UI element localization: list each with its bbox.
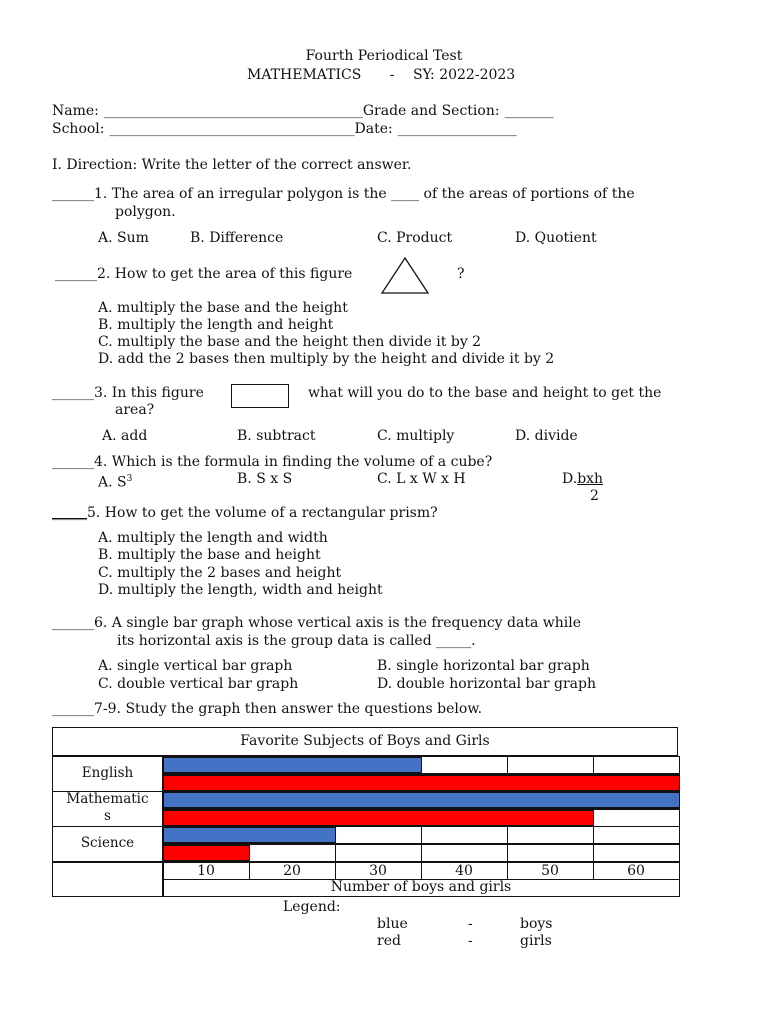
q3-option-b: B. subtract [237, 428, 316, 444]
answer-blank[interactable]: ______ [55, 266, 97, 282]
legend-label-girls: girls [520, 933, 552, 949]
category-label: Mathematic s [66, 791, 149, 824]
q3-option-d: D. divide [515, 428, 578, 444]
q4-option-d-prefix: D. [562, 471, 578, 487]
q6-option-b: B. single horizontal bar graph [377, 658, 590, 674]
q3-text: 3. In this figure [94, 385, 204, 401]
date-label: Date: [354, 121, 393, 137]
x-axis-label: Number of boys and girls [330, 879, 512, 895]
q4-option-a-exponent: 3 [126, 474, 133, 484]
q5-option-a: A. multiply the length and width [98, 530, 328, 546]
test-title: Fourth Periodical Test [305, 48, 463, 64]
x-tick-label: 50 [541, 863, 559, 879]
legend-color-boys: blue [377, 916, 408, 932]
q4-option-a [98, 471, 132, 492]
x-tick-label: 20 [283, 863, 301, 879]
x-tick-label: 40 [455, 863, 473, 879]
grid-cell [421, 844, 508, 862]
legend-color-girls: red [377, 933, 401, 949]
q3-option-c: C. multiply [377, 428, 455, 444]
q4-option-c: C. L x W x H [377, 471, 466, 487]
answer-blank[interactable]: ______ [52, 186, 94, 202]
legend-label-boys: boys [520, 916, 553, 932]
q2-option-c: C. multiply the base and the height then divide it by 2 [98, 334, 482, 350]
grid-cell [593, 844, 680, 862]
q6-cont: its horizontal axis is the group data is called _____. [117, 633, 476, 649]
grid-cell [507, 756, 594, 774]
date-line[interactable]: _________________ [397, 121, 517, 137]
category-label: English [81, 765, 134, 781]
q4-option-b: B. S x S [237, 471, 293, 487]
name-line[interactable]: _____________________________________ [103, 103, 363, 119]
subject: MATHEMATICS [247, 67, 362, 83]
answer-blank[interactable]: ______ [52, 454, 94, 470]
q2-text: 2. How to get the area of this figure [97, 266, 353, 282]
bar-boys [163, 792, 680, 808]
chart-title: Favorite Subjects of Boys and Girls [240, 733, 490, 749]
separator: - [389, 67, 395, 83]
grade-label: Grade and Section: [362, 103, 500, 119]
q7-text: 7-9. Study the graph then answer the questions below. [94, 701, 483, 717]
q3-option-a: A. add [102, 428, 148, 444]
q5-option-b: B. multiply the base and height [98, 547, 321, 563]
legend-dash-girls: - [468, 933, 473, 949]
q6-option-a: A. single vertical bar graph [98, 658, 293, 674]
q4-option-d-denominator: 2 [590, 488, 599, 504]
triangle-figure [380, 256, 430, 296]
q3-text2: what will you do to the base and height to get the [308, 385, 662, 401]
rectangle-figure [231, 384, 289, 408]
q6-option-d: D. double horizontal bar graph [377, 676, 596, 692]
grid-cell [507, 844, 594, 862]
q1-option-c: C. Product [377, 230, 453, 246]
x-tick-label: 60 [627, 863, 645, 879]
q1-option-a: A. Sum [98, 230, 149, 246]
direction: I. Direction: Write the letter of the correct answer. [52, 157, 412, 173]
grid-cell [335, 826, 422, 844]
grid-cell [507, 826, 594, 844]
q1-text: 1. The area of an irregular polygon is the ____ of the areas of portions of the [94, 186, 635, 202]
legend-dash-boys: - [468, 916, 473, 932]
answer-blank[interactable]: _____ [52, 505, 87, 521]
grade-line[interactable]: _______ [504, 103, 554, 119]
q1-question [52, 186, 635, 203]
school-field[interactable] [52, 121, 517, 138]
subject-line [247, 67, 515, 84]
q3-question [52, 385, 204, 402]
q4-question [52, 454, 492, 471]
q1-option-b: B. Difference [190, 230, 284, 246]
grid-cell [593, 756, 680, 774]
q2-option-a: A. multiply the base and the height [98, 300, 348, 316]
grid-cell [335, 844, 422, 862]
q6-question [52, 615, 581, 632]
q2-option-b: B. multiply the length and height [98, 317, 334, 333]
grid-cell [593, 826, 680, 844]
category-label: Science [80, 835, 135, 851]
q2-option-d: D. add the 2 bases then multiply by the height and divide it by 2 [98, 351, 555, 367]
x-tick-label: 10 [197, 863, 215, 879]
x-tick-label: 30 [369, 863, 387, 879]
grid-cell [421, 826, 508, 844]
grid-cell [249, 844, 336, 862]
q7-question [52, 701, 482, 718]
school-label: School: [52, 121, 105, 137]
bar-boys [163, 757, 422, 773]
bar-girls [163, 845, 250, 861]
grid-cell [593, 809, 680, 827]
legend-title: Legend: [283, 899, 341, 915]
bar-boys [163, 827, 336, 843]
bar-chart-table [52, 727, 678, 897]
q5-text: 5. How to get the volume of a rectangular prism? [87, 505, 438, 521]
bar-girls [163, 810, 594, 826]
answer-blank[interactable]: ______ [52, 615, 94, 631]
q4-option-d [562, 471, 603, 488]
answer-blank[interactable]: ______ [52, 701, 94, 717]
q4-option-a-base: A. S [98, 474, 127, 491]
q4-text: 4. Which is the formula in finding the volume of a cube? [94, 454, 493, 470]
name-label: Name: [52, 103, 99, 119]
q5-option-c: C. multiply the 2 bases and height [98, 565, 342, 581]
tick-label-blank-cell [52, 862, 163, 897]
school-year: SY: 2022-2023 [412, 67, 516, 83]
q1-cont: polygon. [115, 204, 176, 220]
q5-option-d: D. multiply the length, width and height [98, 582, 383, 598]
q2-question [55, 266, 352, 283]
q6-option-c: C. double vertical bar graph [98, 676, 299, 692]
q4-option-d-numerator: bxh [577, 471, 604, 487]
bar-girls [163, 775, 680, 791]
q5-question [52, 505, 438, 522]
q2-qmark: ? [457, 266, 465, 282]
q6-text: 6. A single bar graph whose vertical axis is the frequency data while [94, 615, 582, 631]
name-field[interactable] [52, 103, 554, 120]
q3-cont: area? [115, 402, 155, 418]
q1-option-d: D. Quotient [515, 230, 597, 246]
grid-cell [421, 756, 508, 774]
school-line[interactable]: ___________________________________ [109, 121, 355, 137]
answer-blank[interactable]: ______ [52, 385, 94, 401]
